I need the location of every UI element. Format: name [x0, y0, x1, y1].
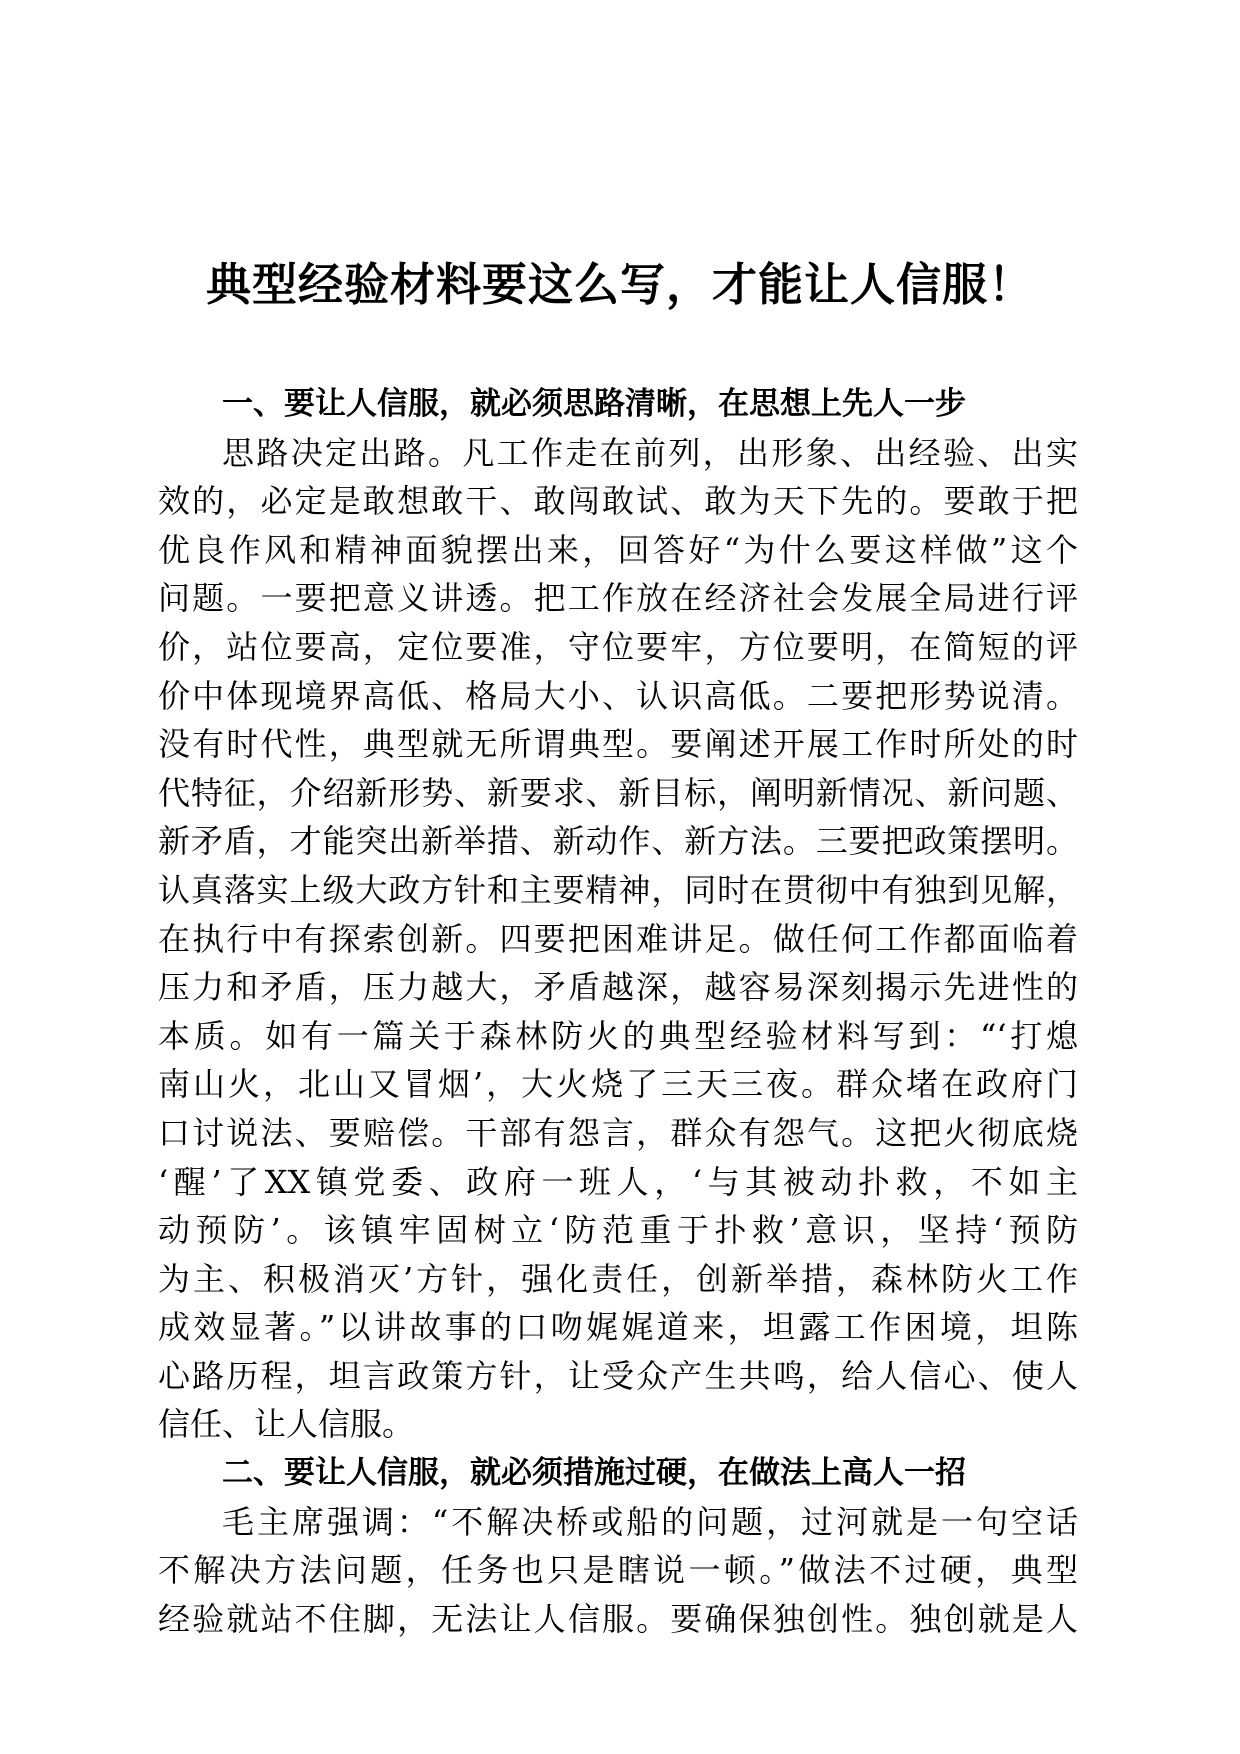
paragraph-line: 认真落实上级大政方针和主要精神，同时在贯彻中有独到见解， — [158, 870, 1078, 909]
paragraph-line: 信任、让人信服。 — [158, 1405, 415, 1444]
section-1-paragraph — [158, 429, 1078, 1449]
paragraph-line: 优良作风和精神面貌摆出来，回答好“为什么要这样做”这个 — [158, 530, 1078, 569]
paragraph-line: 没有时代性，典型就无所谓典型。要阐述开展工作时所处的时 — [158, 725, 1078, 764]
paragraph-line: ‘醒’了XX镇党委、政府一班人，‘与其被动扑救，不如主 — [158, 1162, 1078, 1201]
paragraph-line: 效的，必定是敢想敢干、敢闯敢试、敢为天下先的。要敢于把 — [158, 482, 1078, 521]
paragraph-line: 口讨说法、要赔偿。干部有怨言，群众有怨气。这把火彻底烧 — [158, 1113, 1078, 1152]
paragraph-line: 本质。如有一篇关于森林防火的典型经验材料写到：“‘打熄 — [158, 1016, 1078, 1055]
paragraph-line: 压力和矛盾，压力越大，矛盾越深，越容易深刻揭示先进性的 — [158, 968, 1078, 1007]
paragraph-line: 成效显著。”以讲故事的口吻娓娓道来，坦露工作困境，坦陈 — [158, 1308, 1078, 1347]
paragraph-line: 为主、积极消灭’方针，强化责任，创新举措，森林防火工作 — [158, 1259, 1078, 1298]
paragraph-line: 经验就站不住脚，无法让人信服。要确保独创性。独创就是人 — [158, 1599, 1078, 1638]
paragraph-line: 代特征，介绍新形势、新要求、新目标，阐明新情况、新问题、 — [158, 773, 1078, 812]
paragraph-line: 南山火，北山又冒烟’，大火烧了三天三夜。群众堵在政府门 — [158, 1065, 1078, 1104]
section-2-paragraph — [158, 1498, 1078, 1644]
paragraph-line: 不解决方法问题，任务也只是瞎说一顿。”做法不过硬，典型 — [158, 1551, 1078, 1590]
paragraph-line: 价，站位要高，定位要准，守位要牢，方位要明，在简短的评 — [158, 627, 1078, 666]
paragraph-line: 思路决定出路。凡工作走在前列，出形象、出经验、出实 — [222, 433, 1078, 472]
paragraph-line: 价中体现境界高低、格局大小、认识高低。二要把形势说清。 — [158, 676, 1078, 715]
paragraph-line: 新矛盾，才能突出新举措、新动作、新方法。三要把政策摆明。 — [158, 822, 1078, 861]
paragraph-line: 心路历程，坦言政策方针，让受众产生共鸣，给人信心、使人 — [158, 1356, 1078, 1395]
paragraph-line: 问题。一要把意义讲透。把工作放在经济社会发展全局进行评 — [158, 579, 1078, 618]
document-body — [158, 380, 1078, 1643]
paragraph-line: 动预防’。该镇牢固树立‘防范重于扑救’意识，坚持‘预防 — [158, 1211, 1078, 1250]
paragraph-line: 在执行中有探索创新。四要把困难讲足。做任何工作都面临着 — [158, 919, 1078, 958]
section-heading-2: 二、要让人信服，就必须措施过硬，在做法上高人一招 — [222, 1455, 966, 1492]
section-heading-1: 一、要让人信服，就必须思路清晰，在思想上先人一步 — [222, 386, 966, 422]
document-title: 典型经验材料要这么写，才能让人信服！ — [205, 258, 1034, 311]
paragraph-line: 毛主席强调：“不解决桥或船的问题，过河就是一句空话 — [222, 1502, 1078, 1541]
